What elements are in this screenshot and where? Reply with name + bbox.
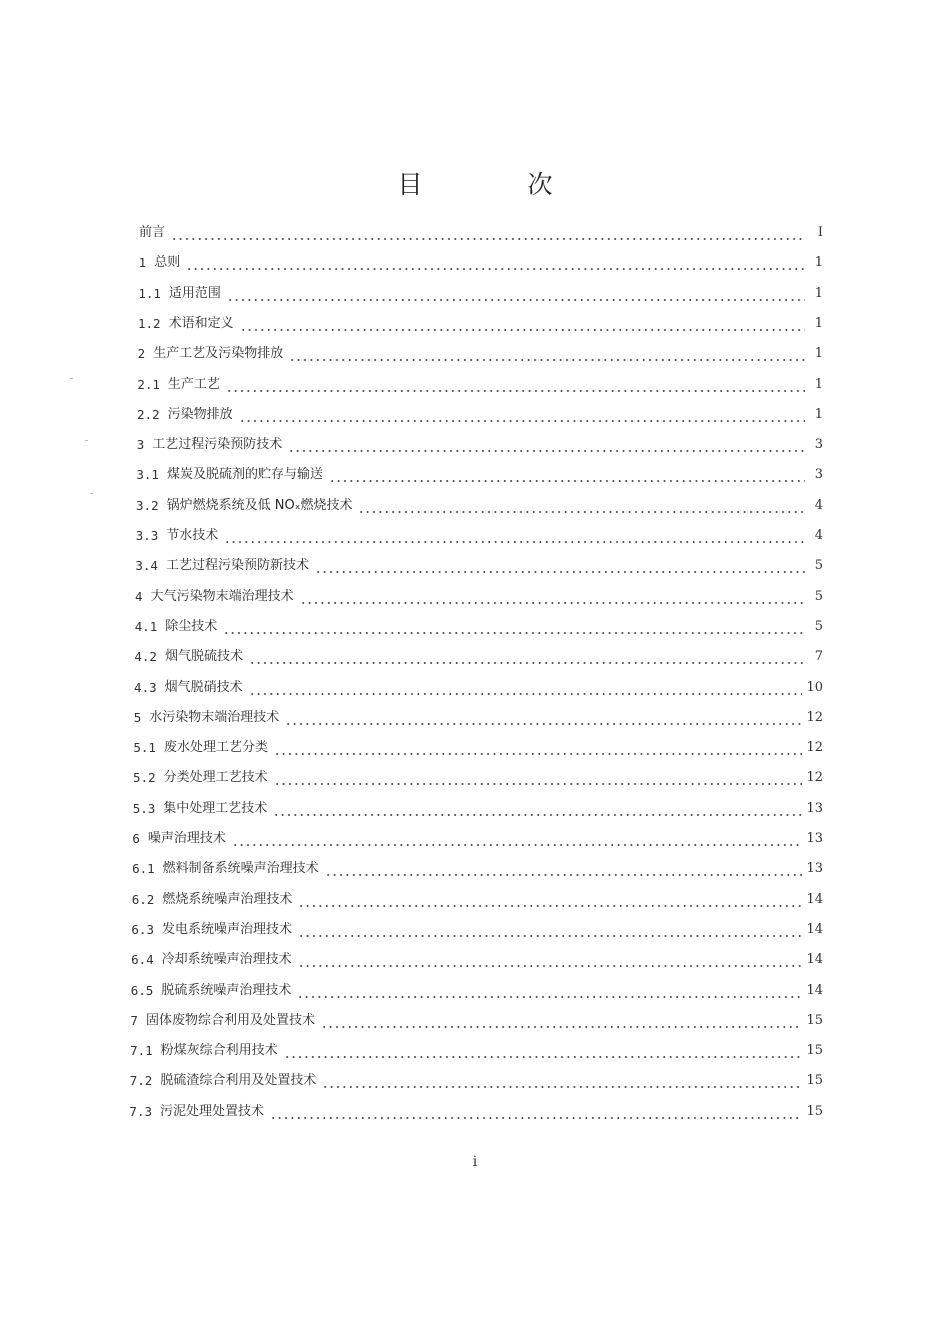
toc-entry-page-number: 14	[806, 921, 823, 937]
toc-entry-page-number: 1	[814, 376, 823, 392]
toc-dot-leader	[232, 828, 803, 850]
toc-entry-title: 除尘技术	[165, 618, 218, 634]
toc-entry-number: 1	[138, 255, 147, 271]
toc-entry-number: 5	[133, 709, 142, 725]
toc-entry-page-number: 3	[814, 437, 823, 453]
toc-entry-page-number: 13	[806, 800, 823, 816]
toc-entry-page-number: 1	[814, 285, 823, 301]
toc-entry-number: 7.3	[129, 1103, 152, 1119]
toc-entry-number: 3	[136, 437, 145, 453]
toc-dot-leader	[329, 464, 805, 486]
toc-entry[interactable]	[135, 586, 823, 608]
toc-entry-number: 4.1	[134, 618, 158, 634]
toc-entry[interactable]	[136, 525, 823, 547]
toc-dot-leader	[249, 677, 803, 699]
toc-dot-leader	[274, 737, 802, 759]
toc-entry-page-number: 1	[814, 315, 823, 331]
toc-entry-title: 烟气脱硫技术	[164, 649, 243, 665]
toc-entry[interactable]	[130, 1010, 823, 1032]
toc-entry[interactable]	[131, 919, 823, 941]
toc-entry-number: 6.2	[131, 891, 155, 907]
toc-entry-number: 2.2	[137, 406, 160, 422]
toc-entry[interactable]	[137, 404, 823, 426]
toc-dot-leader	[186, 252, 805, 274]
toc-entry-title: 总则	[154, 255, 181, 271]
toc-entry-page-number: 5	[814, 618, 823, 634]
toc-entry-title: 污染物排放	[167, 406, 233, 422]
toc-entry-title: 前言	[139, 225, 166, 240]
toc-entry[interactable]	[129, 1101, 823, 1123]
toc-entry-title: 集中处理工艺技术	[163, 800, 268, 816]
toc-entry-number: 5.3	[132, 800, 156, 816]
toc-entry[interactable]	[133, 737, 823, 759]
toc-dot-leader	[297, 980, 802, 1002]
toc-dot-leader	[298, 919, 802, 941]
toc-entry-title: 燃烧系统噪声治理技术	[162, 891, 293, 907]
toc-entry-page-number: 12	[806, 770, 823, 786]
toc-entry-page-number: 15	[806, 1103, 823, 1119]
toc-dot-leader	[249, 646, 805, 668]
toc-entry-number: 3.2	[136, 497, 159, 513]
toc-entry-page-number: 3	[814, 467, 823, 483]
toc-entry[interactable]	[138, 343, 823, 365]
toc-entry-number: 7.2	[129, 1073, 153, 1089]
toc-entry[interactable]	[131, 980, 823, 1002]
toc-entry-number: 6.3	[131, 921, 154, 937]
toc-entry-page-number: 10	[806, 679, 823, 695]
toc-entry-page-number: 14	[806, 982, 823, 998]
toc-dot-leader	[321, 1010, 802, 1032]
toc-entry-title: 固体废物综合利用及处置技术	[145, 1012, 315, 1028]
toc-entry-page-number: 4	[814, 497, 823, 513]
toc-entry[interactable]	[136, 464, 823, 486]
toc-entry-title: 烟气脱硝技术	[164, 679, 243, 695]
scan-artifact	[90, 493, 93, 494]
toc-entry-page-number: 14	[806, 952, 823, 968]
toc-entry-number: 4.2	[134, 649, 157, 665]
toc-entry-number: 4.3	[134, 679, 157, 695]
toc-entry[interactable]	[138, 313, 823, 335]
toc-entry-title: 发电系统噪声治理技术	[161, 921, 292, 937]
toc-entry-page-number: 15	[806, 1012, 823, 1028]
toc-dot-leader	[223, 616, 805, 638]
toc-entry-title: 冷却系统噪声治理技术	[161, 952, 292, 968]
toc-entry-page-number: 5	[814, 558, 823, 574]
toc-entry-number: 6.5	[130, 982, 154, 998]
toc-dot-leader	[274, 767, 803, 789]
toc-entry-page-number: 12	[806, 740, 823, 756]
toc-dot-leader	[298, 949, 803, 971]
toc-entry-page-number: 7	[814, 649, 823, 665]
toc-entry-page-number: I	[817, 225, 823, 240]
toc-dot-leader	[300, 586, 805, 608]
toc-entry-number: 7.1	[130, 1043, 153, 1059]
toc-entry-page-number: 15	[806, 1073, 823, 1089]
toc-entry-number: 3.1	[136, 467, 159, 483]
toc-entry-title: 分类处理工艺技术	[163, 770, 268, 786]
toc-entry-title: 噪声治理技术	[147, 831, 226, 846]
toc-dot-leader	[239, 404, 805, 426]
toc-dot-leader	[325, 858, 803, 880]
scan-artifact	[70, 378, 73, 379]
toc-entry[interactable]	[133, 767, 823, 789]
toc-entry-number: 3.3	[135, 528, 159, 543]
toc-entry-number: 2.1	[137, 376, 160, 392]
toc-entry[interactable]	[135, 555, 823, 577]
toc-entry[interactable]	[132, 858, 823, 880]
toc-entry-title: 水污染物末端治理技术	[149, 709, 280, 725]
toc-entry-page-number: 14	[806, 891, 823, 907]
toc-entry-title: 节水技术	[166, 528, 219, 543]
toc-entry-title: 脱硫渣综合利用及处置技术	[160, 1073, 317, 1089]
toc-entry[interactable]	[139, 252, 823, 274]
toc-entry[interactable]	[139, 222, 823, 244]
toc-entry[interactable]	[134, 707, 823, 729]
scan-artifact	[85, 440, 88, 441]
toc-entry-title: 锅炉燃烧系统及低 NOₓ燃烧技术	[166, 497, 353, 513]
toc-entry-page-number: 1	[814, 406, 823, 422]
toc-dot-leader	[240, 313, 805, 335]
toc-entry[interactable]	[136, 495, 823, 517]
toc-entry-title: 脱硫系统噪声治理技术	[161, 982, 292, 998]
toc-dot-leader	[270, 1101, 802, 1123]
toc-entry-title: 大气污染物末端治理技术	[150, 588, 294, 604]
toc-entry[interactable]	[132, 828, 823, 850]
toc-entry-title: 生产工艺	[167, 376, 220, 392]
toc-entry-title: 生产工艺及污染物排放	[153, 346, 284, 362]
toc-dot-leader	[358, 495, 805, 517]
toc-dot-leader	[224, 525, 805, 547]
toc-entry-title: 燃料制备系统噪声治理技术	[162, 861, 319, 877]
toc-entry[interactable]	[135, 616, 823, 638]
toc-entry[interactable]	[130, 1040, 823, 1062]
toc-entry[interactable]	[134, 677, 823, 699]
toc-entry-title: 工艺过程污染预防技术	[152, 437, 283, 453]
toc-dot-leader	[226, 374, 805, 396]
toc-entry-page-number: 13	[806, 831, 823, 846]
toc-entry-number: 1.2	[138, 315, 161, 331]
toc-entry[interactable]	[137, 434, 823, 456]
toc-entry-number: 6.4	[131, 952, 154, 968]
toc-entry[interactable]	[131, 949, 823, 971]
toc-dot-leader	[288, 434, 805, 456]
toc-entry[interactable]	[130, 1070, 823, 1092]
toc-entry-number: 4	[135, 588, 143, 604]
toc-entry-title: 工艺过程污染预防新技术	[165, 558, 309, 574]
toc-dot-leader	[227, 283, 805, 305]
toc-entry-page-number: 1	[814, 255, 823, 271]
toc-entry[interactable]	[138, 283, 823, 305]
toc-entry-number: 6	[132, 831, 140, 846]
toc-entry[interactable]	[137, 374, 823, 396]
toc-entry-number: 5.2	[133, 770, 156, 786]
toc-entry[interactable]	[132, 889, 823, 911]
toc-dot-leader	[322, 1070, 802, 1092]
toc-entry[interactable]	[134, 646, 823, 668]
toc-entry-title: 污泥处理处置技术	[160, 1103, 265, 1119]
toc-entry[interactable]	[133, 798, 823, 820]
toc-entry-title: 适用范围	[168, 285, 221, 301]
page-title: 目 次	[397, 169, 593, 199]
toc-entry-page-number: 13	[806, 861, 823, 877]
toc-entry-page-number: 15	[806, 1043, 823, 1059]
toc-entry-number: 7	[130, 1012, 138, 1028]
toc-entry-number: 6.1	[132, 861, 155, 877]
toc-dot-leader	[273, 798, 802, 820]
toc-entry-title: 废水处理工艺分类	[163, 740, 268, 756]
toc-dot-leader	[285, 707, 802, 729]
toc-entry-page-number: 1	[814, 346, 823, 362]
toc-entry-number: 3.4	[135, 558, 158, 574]
toc-dot-leader	[284, 1040, 803, 1062]
toc-entry-page-number: 5	[814, 588, 823, 604]
toc-entry-number: 2	[137, 346, 146, 362]
toc-dot-leader	[171, 222, 805, 244]
toc-entry-title: 煤炭及脱硫剂的贮存与输送	[166, 467, 323, 483]
toc-dot-leader	[289, 343, 805, 365]
toc-entry-title: 粉煤灰综合利用技术	[160, 1043, 278, 1059]
toc-entry-page-number: 4	[814, 528, 823, 543]
toc-entry-number: 1.1	[138, 285, 161, 301]
toc-entry-number: 5.1	[133, 740, 156, 756]
toc-dot-leader	[298, 889, 802, 911]
toc-entry-title: 术语和定义	[168, 315, 234, 331]
toc-entry-page-number: 12	[806, 709, 823, 725]
page-number-footer: i	[472, 1154, 478, 1170]
toc-dot-leader	[315, 555, 805, 577]
